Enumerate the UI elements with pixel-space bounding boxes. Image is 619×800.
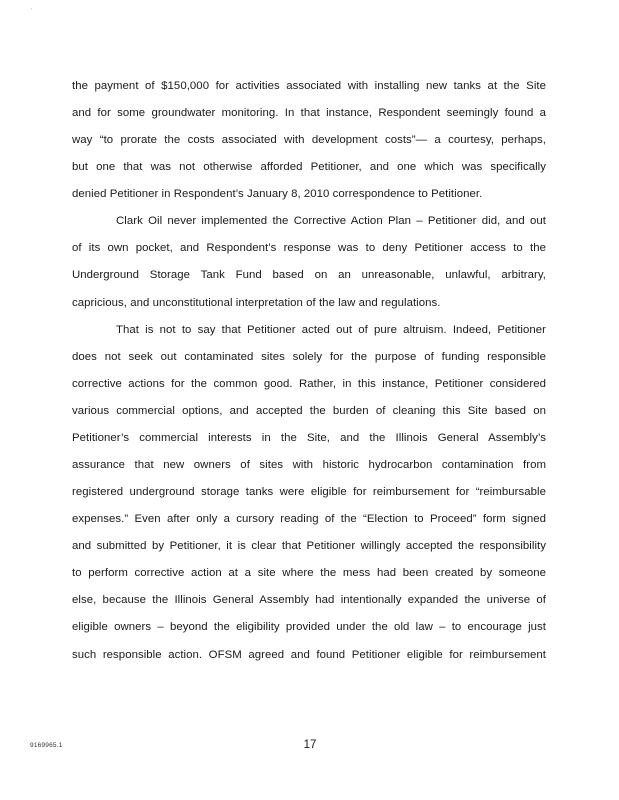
corner-mark: ˙ <box>31 9 33 15</box>
text-line: but one that was not otherwise afforded Petitioner, and one which was specifically <box>72 161 546 173</box>
text-line: and for some groundwater monitoring. In that instance, Respondent seemingly found a <box>72 107 546 119</box>
text-line: eligible owners – beyond the eligibility provided under the old law – to encourage just <box>72 621 546 633</box>
text-line: and submitted by Petitioner, it is clear that Petitioner willingly accepted the responsibility <box>72 540 546 552</box>
text-line: else, because the Illinois General Assembly had intentionally expanded the universe of <box>72 594 546 606</box>
text-line: various commercial options, and accepted the burden of cleaning this Site based on <box>72 405 546 417</box>
text-line: That is not to say that Petitioner acted out of pure altruism. Indeed, Petitioner <box>116 324 546 336</box>
text-line: such responsible action. OFSM agreed and found Petitioner eligible for reimbursement <box>72 649 546 661</box>
page-number: 17 <box>303 739 317 751</box>
text-line: capricious, and unconstitutional interpretation of the law and regulations. <box>72 297 441 309</box>
text-line: corrective actions for the common good. Rather, in this instance, Petitioner considered <box>72 378 546 390</box>
text-line: Petitioner’s commercial interests in the Site, and the Illinois General Assembly’s <box>72 432 546 444</box>
text-line: Clark Oil never implemented the Corrective Action Plan – Petitioner did, and out <box>116 215 546 227</box>
text-line: does not seek out contaminated sites solely for the purpose of funding responsible <box>72 351 546 363</box>
text-line: to perform corrective action at a site where the mess had been created by someone <box>72 567 546 579</box>
text-line: way “to prorate the costs associated with development costs”— a courtesy, perhaps, <box>72 134 546 146</box>
text-line: expenses.” Even after only a cursory reading of the “Election to Proceed” form signed <box>72 513 546 525</box>
text-line: the payment of $150,000 for activities associated with installing new tanks at the Site <box>72 80 546 92</box>
text-line: registered underground storage tanks were eligible for reimbursement for “reimbursable <box>72 486 546 498</box>
text-line: of its own pocket, and Respondent’s response was to deny Petitioner access to the <box>72 242 546 254</box>
document-id: 9169965.1 <box>30 742 63 749</box>
text-line: Underground Storage Tank Fund based on an unreasonable, unlawful, arbitrary, <box>72 269 546 281</box>
text-line: denied Petitioner in Respondent’s January 8, 2010 correspondence to Petitioner. <box>72 188 483 200</box>
text-line: assurance that new owners of sites with historic hydrocarbon contamination from <box>72 459 546 471</box>
